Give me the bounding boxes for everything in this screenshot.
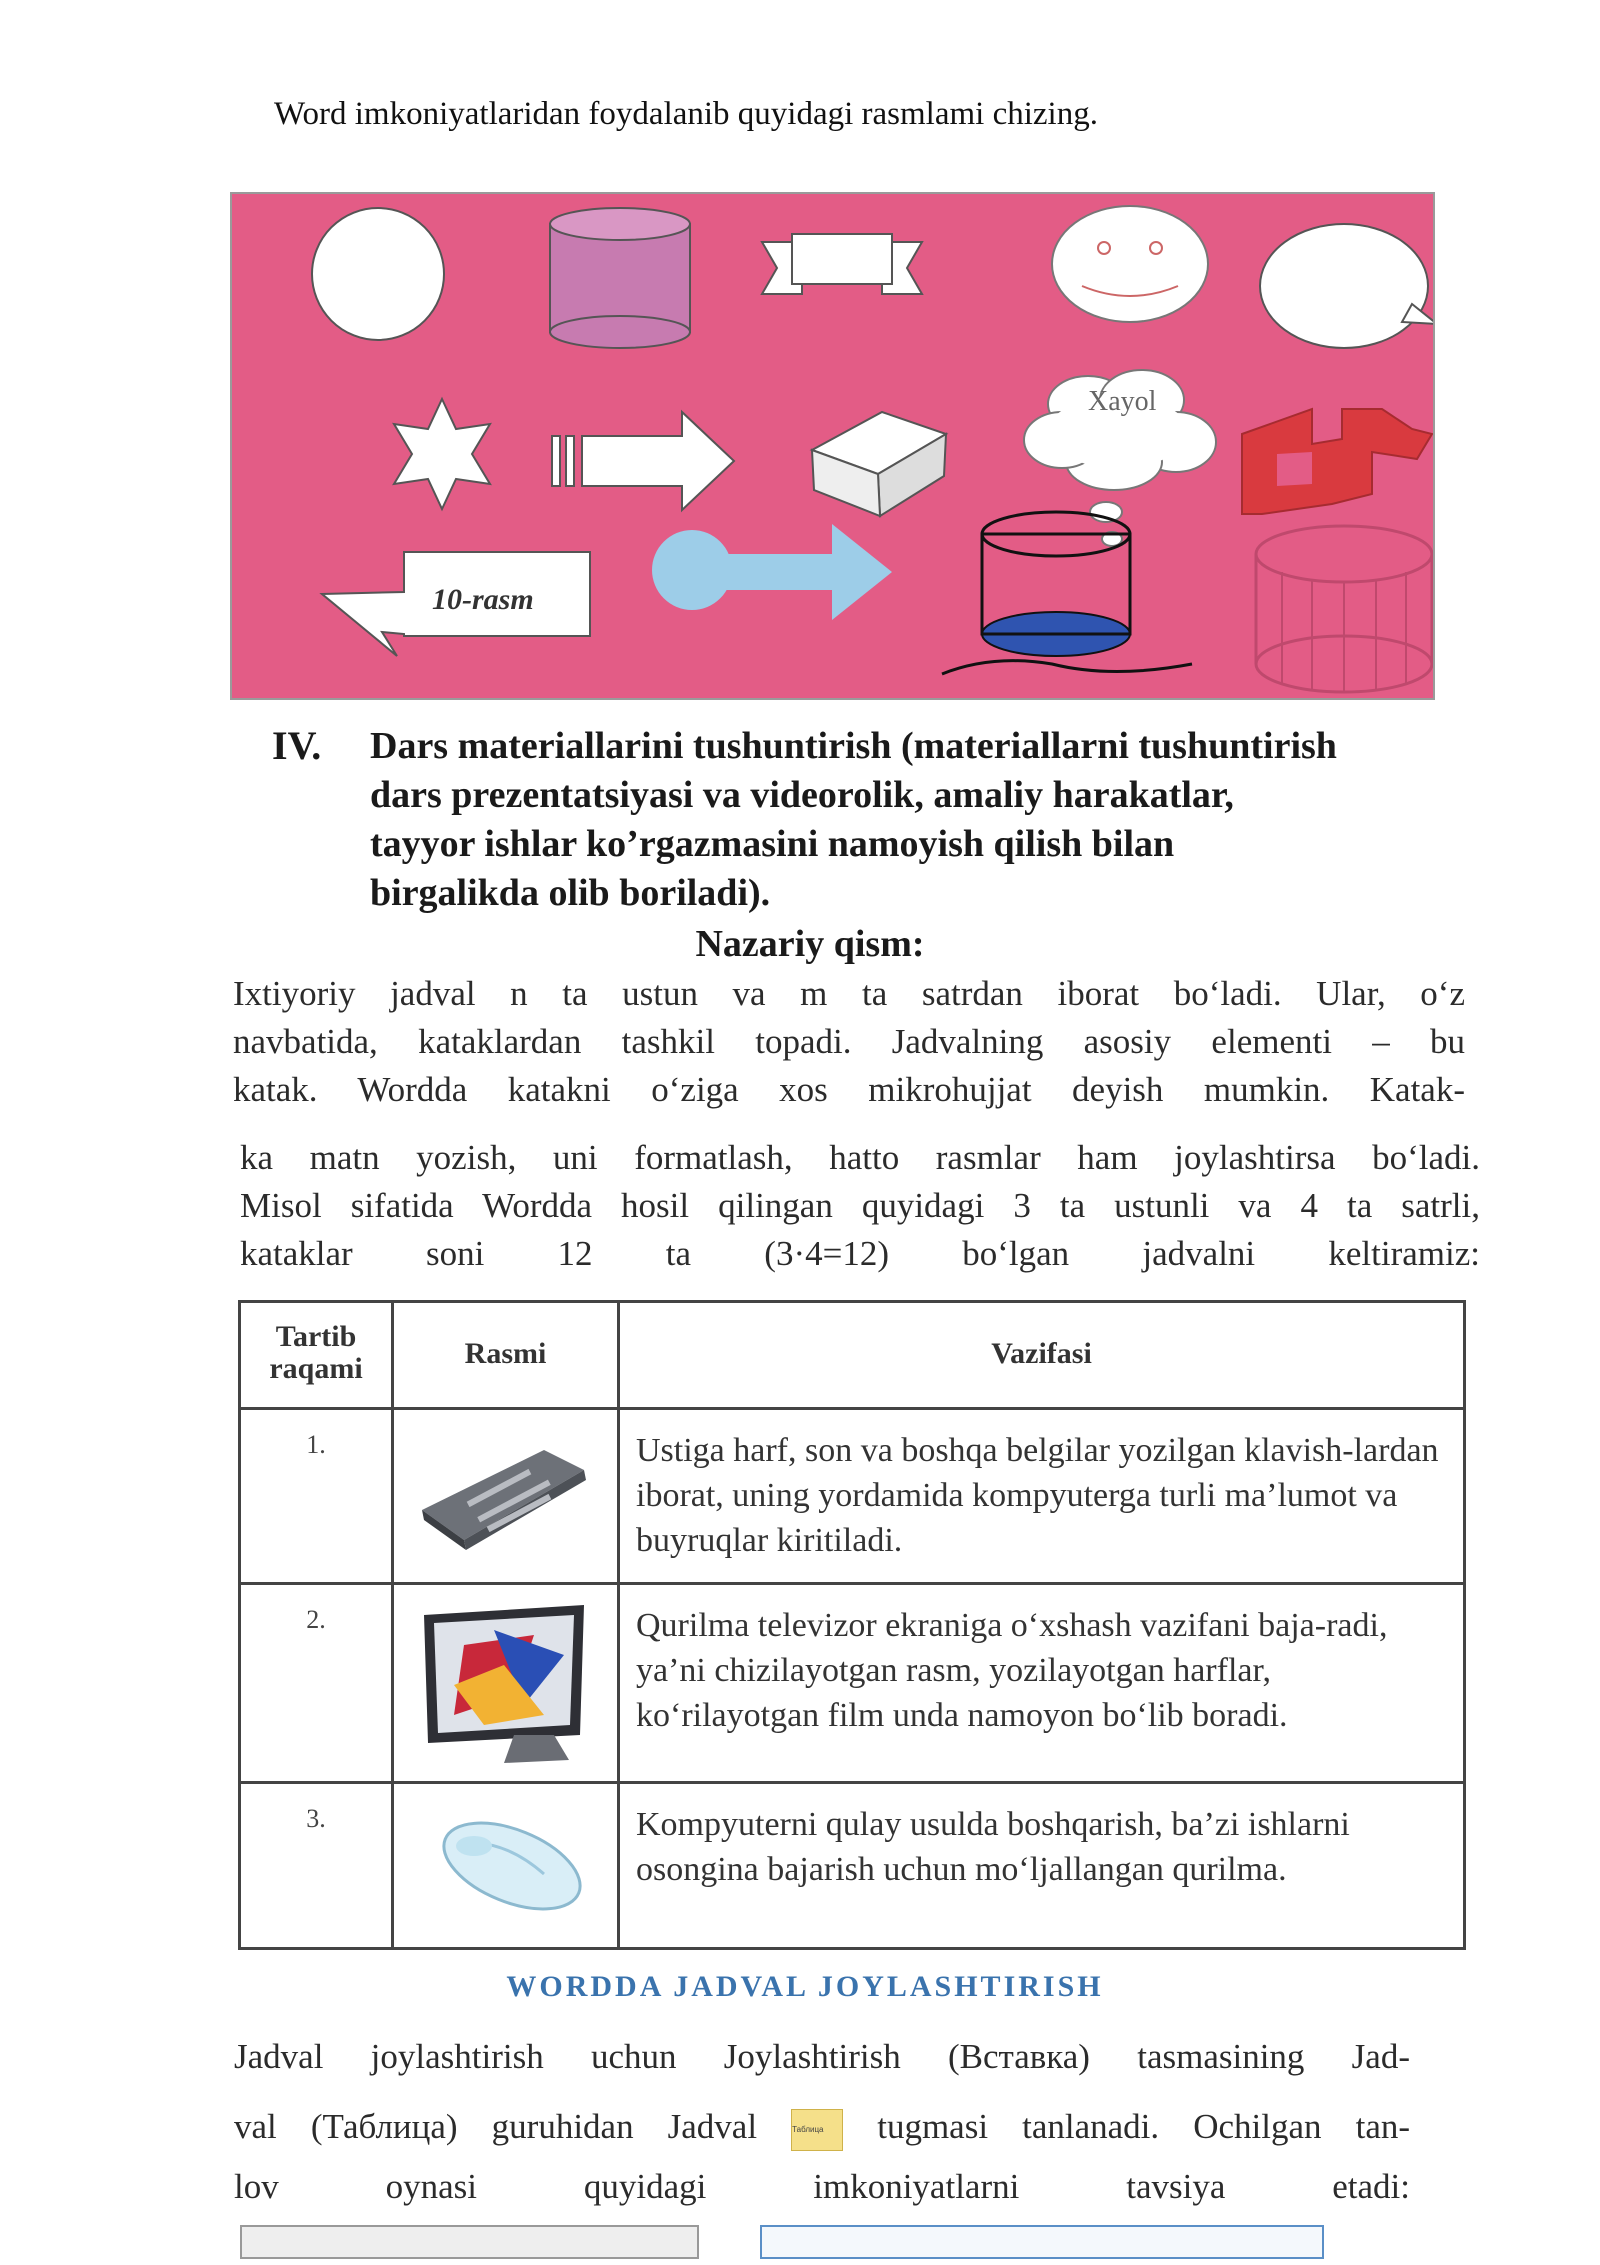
table-button-label: Таблица <box>792 2124 824 2134</box>
row-number: 2. <box>241 1585 394 1781</box>
window-preview-right <box>760 2225 1324 2259</box>
table-row <box>241 1410 1463 1585</box>
paragraph-line-with-button <box>234 2092 1410 2162</box>
callout-shape <box>322 552 590 656</box>
cylinder-shape <box>550 208 690 348</box>
paragraph-line: lov oynasi quyidagi imkoniyatlarni tavsiya etadi: <box>234 2167 1410 2206</box>
keyboard-image <box>394 1410 620 1582</box>
paragraph-line: katak. Wordda katakni o‘ziga xos mikrohujjat deyish mumkin. Katak- <box>233 1070 1465 1109</box>
shapes-figure <box>230 192 1435 700</box>
subheading: Nazariy qism: <box>695 923 925 965</box>
table-row <box>241 1585 1463 1784</box>
window-preview-left <box>240 2225 699 2259</box>
header-cell: Vazifasi <box>991 1337 1092 1370</box>
bent-arrow-shape <box>1242 409 1432 514</box>
paragraph-3 <box>234 2022 1410 2212</box>
smiley-face-shape <box>1052 206 1208 322</box>
star-shape <box>394 399 490 509</box>
paragraph-text: tugmasi tanlanadi. Ochilgan tan- <box>877 2107 1411 2146</box>
cropped-window-previews <box>240 2225 1480 2265</box>
paragraph-line: ka matn yozish, uni formatlash, hatto rasmlar ham joylashtirsa bo‘ladi. <box>240 1138 1480 1177</box>
section-line: birgalikda olib boriladi). <box>370 872 771 914</box>
header-cell: Tartib raqami <box>241 1303 394 1407</box>
paragraph-line: Jadval joylashtirish uchun Joylashtirish (Вставка) tasmasining Jad- <box>234 2037 1410 2076</box>
paragraph-line: Ixtiyoriy jadval n ta ustun va m ta satrdan iborat bo‘ladi. Ular, o‘z <box>233 974 1465 1013</box>
mesh-cylinder-shape <box>1256 526 1432 692</box>
paragraph-text: val (Таблица) guruhidan Jadval <box>234 2107 758 2146</box>
callout-label: 10-rasm <box>432 583 534 616</box>
devices-table <box>238 1300 1466 1950</box>
section-line: Dars materiallarini tushuntirish (materiallarni tushuntirish <box>370 725 1337 767</box>
section-title <box>370 722 1450 918</box>
section-number: IV. <box>272 723 322 768</box>
paragraph-line: Misol sifatida Wordda hosil qilingan quyidagi 3 ta ustunli va 4 ta satrli, <box>240 1186 1480 1225</box>
intro-text: Word imkoniyatlaridan foydalanib quyidagi rasmlami chizing. <box>274 96 1098 132</box>
row-number: 3. <box>241 1784 394 1947</box>
cube-shape <box>812 412 946 516</box>
row-description: Kompyuterni qulay usulda boshqarish, ba’zi ishlarni osongina bajarish uchun mo‘ljallangan qurilma. <box>636 1806 1350 1888</box>
ribbon-banner-shape <box>762 234 922 294</box>
paragraph-2 <box>240 1134 1480 1278</box>
section-line: tayyor ishlar ko’rgazmasini namoyish qilish bilan <box>370 823 1175 865</box>
monitor-image <box>394 1585 620 1781</box>
row-description: Ustiga harf, son va boshqa belgilar yozilgan klavish-lardan iborat, uning yordamida kompyuterga turli ma’lumot va buyruqlar kiritiladi. <box>636 1432 1439 1559</box>
section-heading-blue: WORDDA JADVAL JOYLASHTIRISH <box>506 1970 1104 2003</box>
blue-cylinder-shape <box>942 512 1192 674</box>
row-number: 1. <box>241 1410 394 1582</box>
thought-cloud-shape <box>1024 370 1216 546</box>
ball-arrow-shape <box>652 524 892 620</box>
table-header-row <box>241 1303 1463 1410</box>
section-line: dars prezentatsiyasi va videorolik, amaliy harakatlar, <box>370 774 1234 816</box>
header-cell: Rasmi <box>394 1303 620 1407</box>
speech-bubble-shape <box>1260 224 1435 348</box>
paragraph-1 <box>233 970 1465 1114</box>
table-button-icon <box>791 2109 843 2151</box>
striped-arrow-shape <box>552 412 734 510</box>
paragraph-line: kataklar soni 12 ta (3·4=12) bo‘lgan jadvalni keltiramiz: <box>240 1234 1480 1273</box>
circle-shape <box>312 208 444 340</box>
row-description: Qurilma televizor ekraniga o‘xshash vazifani baja-radi, ya’ni chizilayotgan rasm, yozilayotgan harflar, ko‘rilayotgan film unda namoyon bo‘lib boradi. <box>636 1607 1388 1734</box>
mouse-image <box>394 1784 620 1947</box>
cloud-label: Xayol <box>1088 386 1157 417</box>
paragraph-line: navbatida, kataklardan tashkil topadi. Jadvalning asosiy elementi – bu <box>233 1022 1465 1061</box>
table-row <box>241 1784 1463 1947</box>
